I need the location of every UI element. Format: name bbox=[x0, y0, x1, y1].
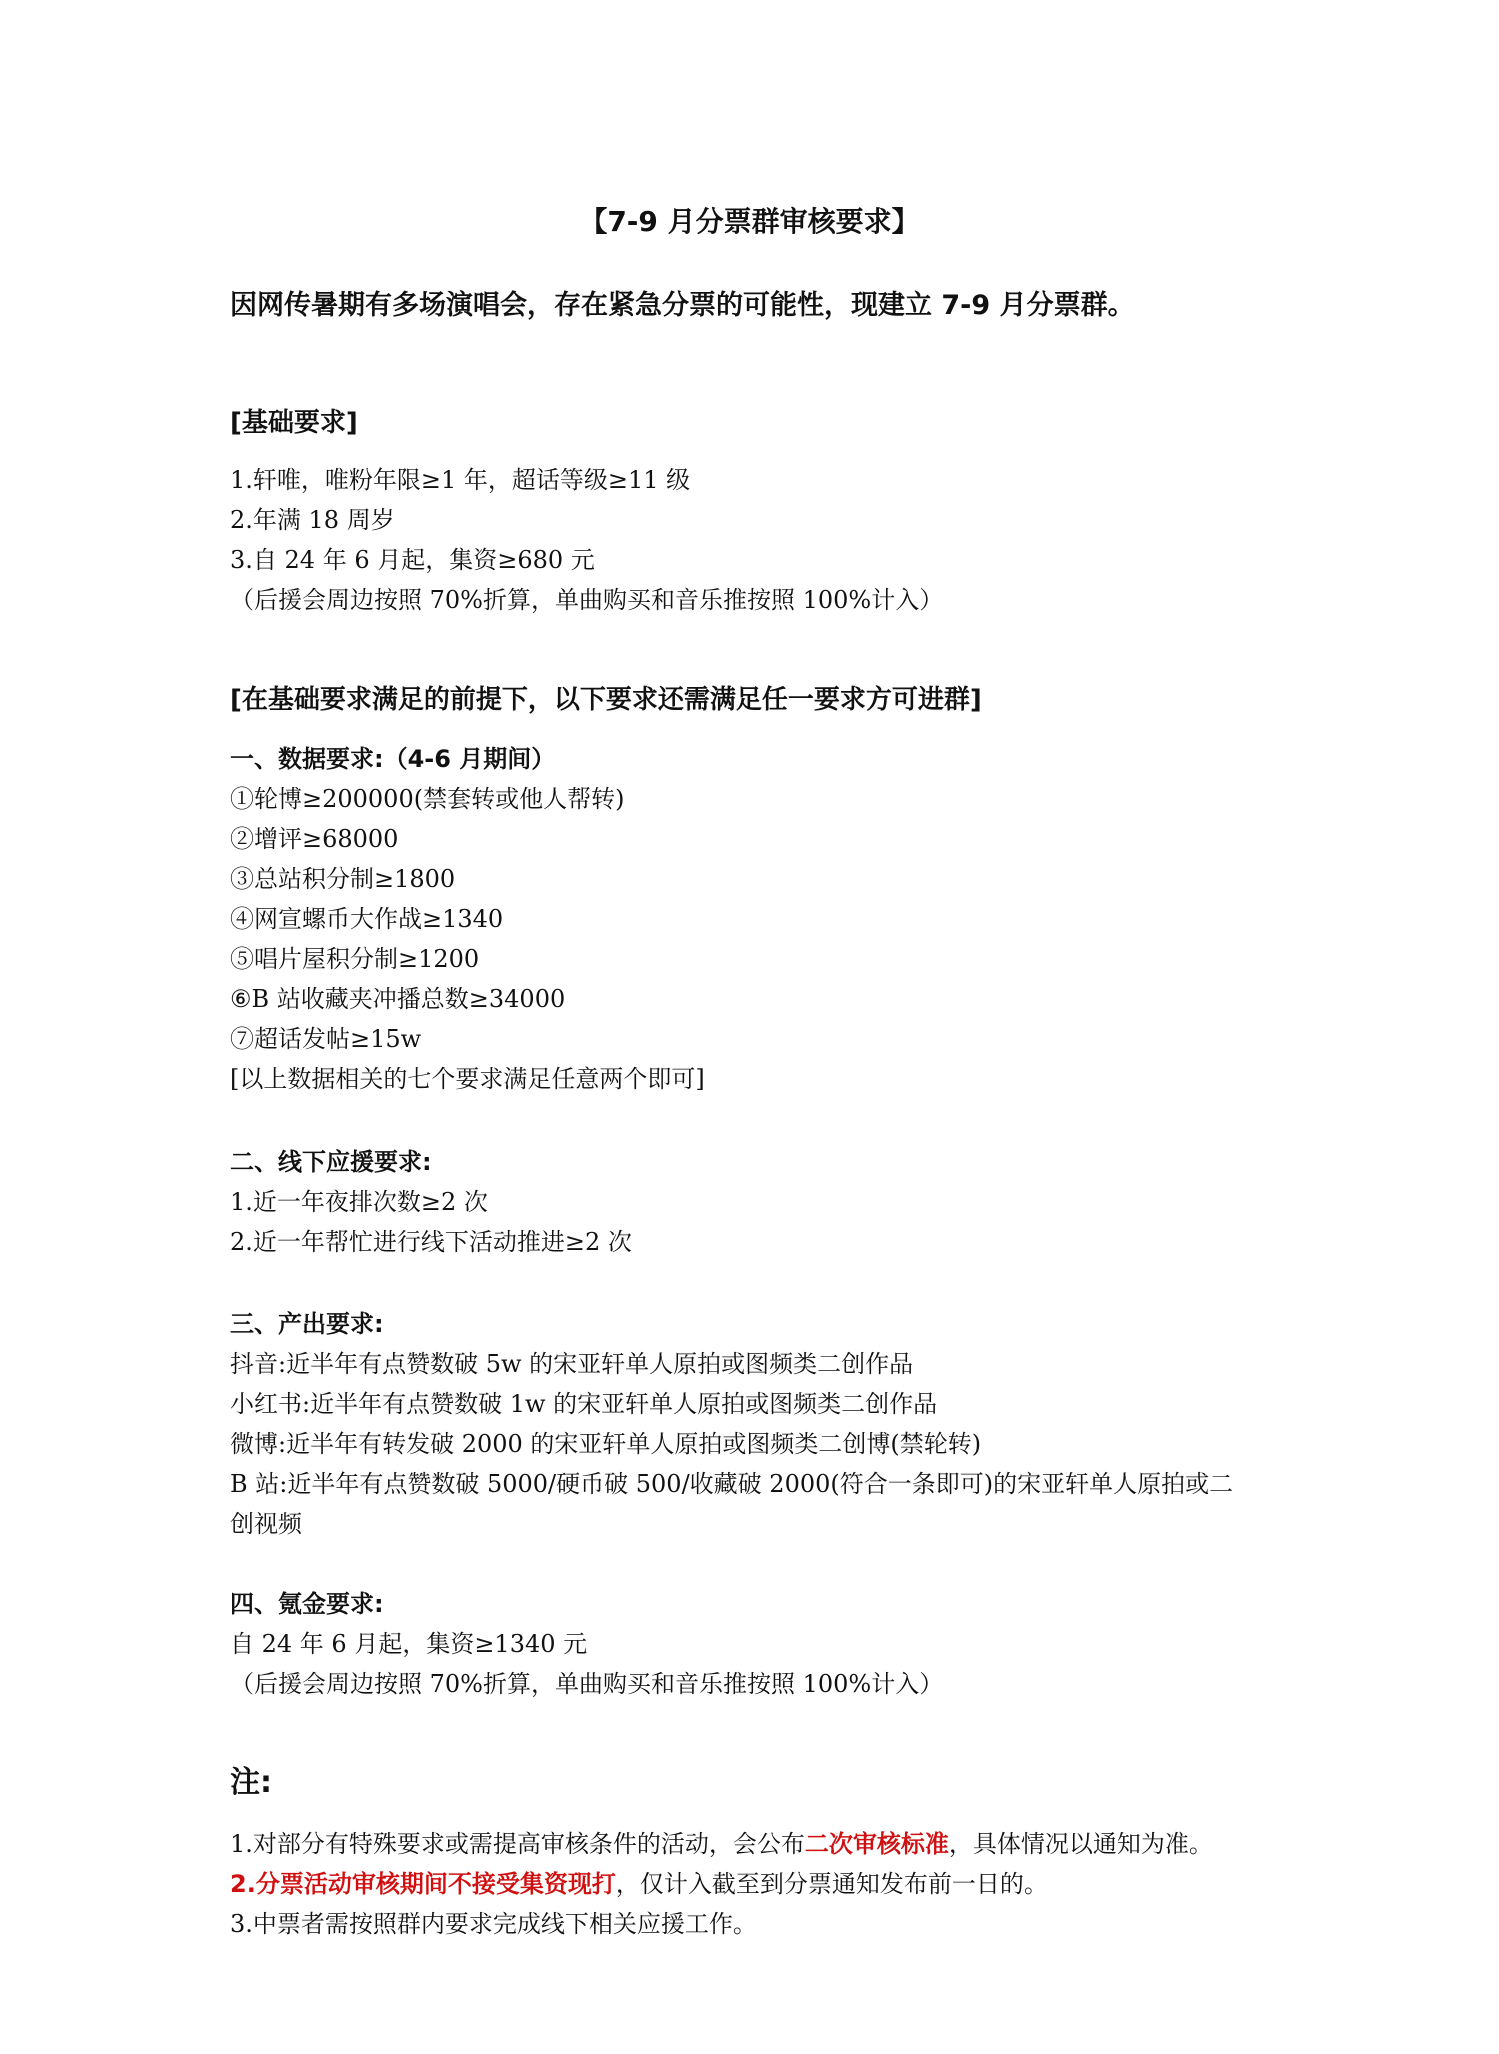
data-req-item-2: ②增评≥68000 bbox=[230, 825, 399, 853]
data-req-item-7: ⑦超话发帖≥15w bbox=[230, 1025, 422, 1053]
offline-heading: 二、线下应援要求: bbox=[230, 1148, 432, 1176]
data-req-heading: 一、数据要求:（4-6 月期间） bbox=[230, 745, 556, 773]
note-1-text-b: ，具体情况以通知为准。 bbox=[948, 1830, 1213, 1858]
basic-item-2: 2.年满 18 周岁 bbox=[230, 506, 395, 534]
output-item-bilibili: B 站:近半年有点赞数破 5000/硬币破 500/收藏破 2000(符合一条即可)的宋亚轩单人原拍或二 bbox=[230, 1470, 1234, 1498]
data-req-item-4: ④网宣螺币大作战≥1340 bbox=[230, 905, 504, 933]
data-req-item-6: ⑥B 站收藏夹冲播总数≥34000 bbox=[230, 985, 566, 1013]
output-item-xiaohongshu: 小红书:近半年有点赞数破 1w 的宋亚轩单人原拍或图频类二创作品 bbox=[230, 1390, 938, 1418]
basic-heading: [基础要求] bbox=[230, 408, 358, 438]
note-1 bbox=[230, 1830, 1213, 1859]
intro-paragraph: 因网传暑期有多场演唱会，存在紧急分票的可能性，现建立 7-9 月分票群。 bbox=[230, 290, 1135, 321]
basic-item-1: 1.轩唯，唯粉年限≥1 年，超话等级≥11 级 bbox=[230, 466, 691, 494]
data-req-note: [以上数据相关的七个要求满足任意两个即可] bbox=[230, 1065, 705, 1093]
basic-item-3: 3.自 24 年 6 月起，集资≥680 元 bbox=[230, 546, 595, 574]
offline-item-1: 1.近一年夜排次数≥2 次 bbox=[230, 1188, 488, 1216]
offline-item-2: 2.近一年帮忙进行线下活动推进≥2 次 bbox=[230, 1228, 632, 1256]
extra-heading: [在基础要求满足的前提下，以下要求还需满足任一要求方可进群] bbox=[230, 685, 982, 715]
output-heading: 三、产出要求: bbox=[230, 1310, 384, 1338]
note-2-number: 2. bbox=[230, 1870, 256, 1898]
basic-item-note: （后援会周边按照 70%折算，单曲购买和音乐推按照 100%计入） bbox=[230, 586, 944, 614]
note-1-text-a: 1.对部分有特殊要求或需提高审核条件的活动，会公布 bbox=[230, 1830, 805, 1858]
output-item-weibo: 微博:近半年有转发破 2000 的宋亚轩单人原拍或图频类二创博(禁轮转) bbox=[230, 1430, 982, 1458]
note-2-text-b: ，仅计入截至到分票通知发布前一日的。 bbox=[615, 1870, 1048, 1898]
money-heading: 四、氪金要求: bbox=[230, 1590, 384, 1618]
data-req-item-5: ⑤唱片屋积分制≥1200 bbox=[230, 945, 480, 973]
output-item-douyin: 抖音:近半年有点赞数破 5w 的宋亚轩单人原拍或图频类二创作品 bbox=[230, 1350, 914, 1378]
note-2-highlight: 分票活动审核期间不接受集资现打 bbox=[255, 1870, 616, 1898]
note-2 bbox=[230, 1870, 1048, 1899]
data-req-item-3: ③总站积分制≥1800 bbox=[230, 865, 456, 893]
output-item-bilibili-cont: 创视频 bbox=[230, 1510, 302, 1538]
money-item-1: 自 24 年 6 月起，集资≥1340 元 bbox=[230, 1630, 588, 1658]
note-3: 3.中票者需按照群内要求完成线下相关应援工作。 bbox=[230, 1910, 757, 1938]
notes-heading: 注: bbox=[230, 1765, 272, 1800]
money-item-note: （后援会周边按照 70%折算，单曲购买和音乐推按照 100%计入） bbox=[230, 1670, 944, 1698]
data-req-item-1: ①轮博≥200000(禁套转或他人帮转) bbox=[230, 785, 625, 813]
note-1-highlight: 二次审核标准 bbox=[804, 1830, 949, 1858]
document-title: 【7-9 月分票群审核要求】 bbox=[579, 205, 920, 238]
